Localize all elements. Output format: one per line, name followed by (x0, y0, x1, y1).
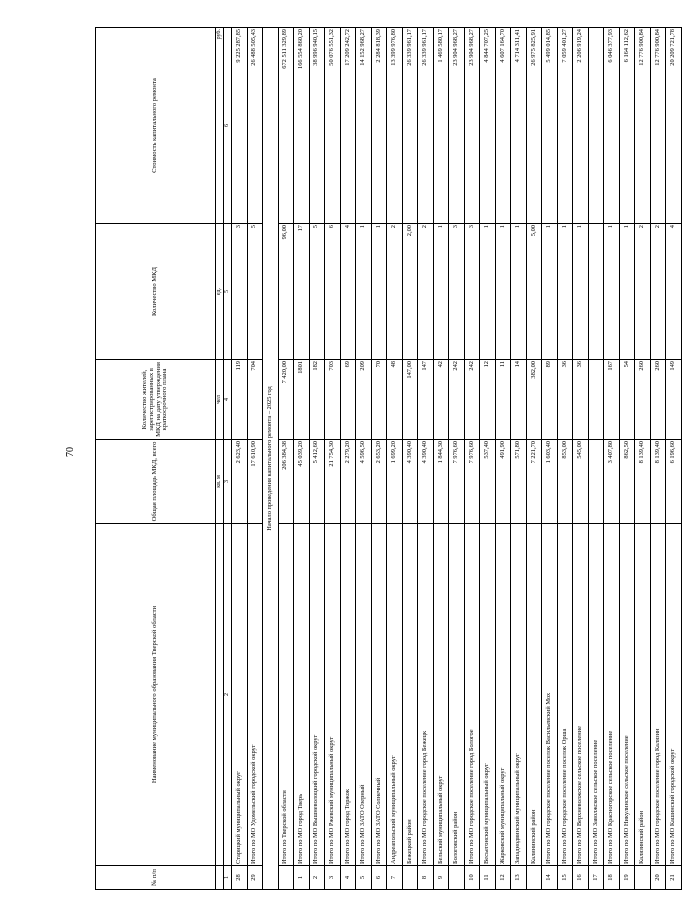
cell-no (635, 866, 651, 890)
cell-no: 21 (666, 866, 682, 890)
header-cost: Стоимость капитального ремонта (96, 28, 216, 224)
cell-area: 8 139,40 (650, 440, 666, 524)
cell-name: Жарковский муниципальный округ (495, 524, 511, 866)
cell-area: 7 976,60 (449, 440, 465, 524)
cell-name: Итого по МО Вышневолоцкий городской округ (309, 524, 325, 866)
cell-count: 2 (635, 224, 651, 360)
cell-count: 1 (542, 224, 558, 360)
table-row (526, 28, 542, 890)
cell-cost: 23 904 968,27 (449, 28, 465, 224)
cell-residents: 7 420,00 (278, 360, 294, 440)
cell-count: 1 (495, 224, 511, 360)
cell-cost (588, 28, 604, 224)
cell-area: 1 603,40 (542, 440, 558, 524)
cell-no: 5 (356, 866, 372, 890)
table-row (340, 28, 356, 890)
cell-name: Итого по МО Заволжское сельское поселение (588, 524, 604, 866)
cell-name: Итого по МО город Торжок (340, 524, 356, 866)
table-row (588, 28, 604, 890)
section-title: Начало проведения капитального ремонта – 2025 год (263, 28, 279, 890)
cell-name: Итого по МО Верхневолжское сельское поселение (573, 524, 589, 866)
cell-residents: 704 (247, 360, 263, 440)
cell-residents: 12 (480, 360, 496, 440)
index-area: 3 (224, 440, 232, 524)
cell-cost: 26 975 825,91 (526, 28, 542, 224)
cell-residents: 11 (495, 360, 511, 440)
cell-no (402, 866, 418, 890)
cell-name: Старицкий муниципальный округ (232, 524, 248, 866)
table-row (232, 28, 248, 890)
table-rotation-frame (95, 28, 682, 890)
cell-residents: 54 (619, 360, 635, 440)
units-row (216, 28, 224, 890)
cell-area: 21 754,30 (325, 440, 341, 524)
cell-name: Бежецкий район (402, 524, 418, 866)
cell-no: 2 (309, 866, 325, 890)
cell-residents: 147,00 (402, 360, 418, 440)
cell-area: 571,80 (511, 440, 527, 524)
cell-name: Итого по МО ЗАТО Солнечный (371, 524, 387, 866)
cell-cost: 2 206 919,24 (573, 28, 589, 224)
table-row (557, 28, 573, 890)
cell-area: 545,00 (573, 440, 589, 524)
cell-no: 29 (247, 866, 263, 890)
cell-cost: 1 469 580,17 (433, 28, 449, 224)
cell-name: Итого по МО городское поселение поселок Васильевский Мох (542, 524, 558, 866)
table-row (371, 28, 387, 890)
cell-cost: 26 488 505,43 (247, 28, 263, 224)
cell-count: 1 (619, 224, 635, 360)
cell-residents: 242 (449, 360, 465, 440)
cell-residents: 69 (340, 360, 356, 440)
cell-count: 3 (232, 224, 248, 360)
cell-area: 2 279,20 (340, 440, 356, 524)
cell-area: 1 844,30 (433, 440, 449, 524)
cell-residents: 382,00 (526, 360, 542, 440)
cell-name: Весьегонский муниципальный округ (480, 524, 496, 866)
cell-count: 1 (573, 224, 589, 360)
cell-no (526, 866, 542, 890)
cell-name: Итого по Тверской области (278, 524, 294, 866)
cell-residents: 36 (557, 360, 573, 440)
cell-residents: 14 (511, 360, 527, 440)
cell-count: 1 (433, 224, 449, 360)
cell-count: 1 (356, 224, 372, 360)
index-cost: 6 (224, 28, 232, 224)
cell-area: 8 139,40 (635, 440, 651, 524)
cell-name: Итого по МО городское поселение город Калязин (650, 524, 666, 866)
cell-residents: 119 (232, 360, 248, 440)
cell-name: Андреапольский муниципальный округ (387, 524, 403, 866)
cell-count: 3 (449, 224, 465, 360)
cell-name: Итого по МО Удомельский городской округ (247, 524, 263, 866)
table-row (294, 28, 310, 890)
table-row (619, 28, 635, 890)
cell-area: 491,90 (495, 440, 511, 524)
index-name: 2 (224, 524, 232, 866)
table-row (325, 28, 341, 890)
table-row (573, 28, 589, 890)
cell-cost: 23 904 968,27 (464, 28, 480, 224)
table-row (511, 28, 527, 890)
table-row (356, 28, 372, 890)
cell-residents: 260 (635, 360, 651, 440)
cell-no: 16 (573, 866, 589, 890)
cell-no: 3 (325, 866, 341, 890)
cell-no: 20 (650, 866, 666, 890)
unit-name (216, 524, 224, 866)
index-residents: 4 (224, 360, 232, 440)
unit-count: ед. (216, 224, 224, 360)
cell-count: 2,00 (402, 224, 418, 360)
page-number: 70 (65, 447, 76, 457)
index-row (224, 28, 232, 890)
table-row (542, 28, 558, 890)
cell-area: 4 596,50 (356, 440, 372, 524)
cell-area: 1 699,20 (387, 440, 403, 524)
cell-no: 1 (294, 866, 310, 890)
cell-residents: 42 (433, 360, 449, 440)
cell-count: 4 (340, 224, 356, 360)
cell-area: 4 390,40 (418, 440, 434, 524)
unit-area: кв. м (216, 440, 224, 524)
cell-name: Итого по МО городское поселение поселок Орша (557, 524, 573, 866)
cell-count: 1 (511, 224, 527, 360)
cell-area: 5 412,60 (309, 440, 325, 524)
cell-residents: 1801 (294, 360, 310, 440)
cell-area: 537,40 (480, 440, 496, 524)
index-no: 1 (224, 866, 232, 890)
table-row (278, 28, 294, 890)
unit-residents: чел (216, 360, 224, 440)
cell-no: 9 (433, 866, 449, 890)
table-row (604, 28, 620, 890)
cell-area: 3 407,80 (604, 440, 620, 524)
repair-plan-table (95, 27, 682, 890)
table-body (232, 28, 682, 890)
cell-no: 10 (464, 866, 480, 890)
cell-residents: 48 (387, 360, 403, 440)
cell-cost: 4 844 707,25 (480, 28, 496, 224)
cell-name: Бологовский район (449, 524, 465, 866)
cell-no: 11 (480, 866, 496, 890)
cell-residents: 167 (604, 360, 620, 440)
table-row (464, 28, 480, 890)
cell-cost: 5 499 014,85 (542, 28, 558, 224)
cell-no: 7 (387, 866, 403, 890)
cell-no: 12 (495, 866, 511, 890)
cell-count: 5,00 (526, 224, 542, 360)
cell-count: 2 (418, 224, 434, 360)
table-row (635, 28, 651, 890)
cell-area: 862,50 (619, 440, 635, 524)
cell-residents: 147 (418, 360, 434, 440)
cell-residents: 89 (542, 360, 558, 440)
cell-no: 18 (604, 866, 620, 890)
cell-area: 853,00 (557, 440, 573, 524)
cell-cost: 4 607 164,70 (495, 28, 511, 224)
header-residents: Количество жителей, зарегистрированных в МКД на дату утверждения краткосрочного плана (96, 360, 216, 440)
cell-cost: 2 284 818,39 (371, 28, 387, 224)
cell-no: 15 (557, 866, 573, 890)
cell-area: 2 623,40 (232, 440, 248, 524)
cell-count: 1 (480, 224, 496, 360)
index-count: 5 (224, 224, 232, 360)
cell-residents (588, 360, 604, 440)
cell-residents: 209 (356, 360, 372, 440)
table-row (495, 28, 511, 890)
table-row (387, 28, 403, 890)
cell-no (278, 866, 294, 890)
cell-count: 4 (666, 224, 682, 360)
cell-count: 1 (371, 224, 387, 360)
cell-name: Итого по МО Ржевский муниципальный округ (325, 524, 341, 866)
cell-name: Калининский район (526, 524, 542, 866)
cell-no: 6 (371, 866, 387, 890)
cell-residents: 70 (371, 360, 387, 440)
cell-area: 7 976,60 (464, 440, 480, 524)
cell-cost: 38 996 940,15 (309, 28, 325, 224)
cell-no: 17 (588, 866, 604, 890)
unit-cost: руб. (216, 28, 224, 224)
cell-count: 2 (387, 224, 403, 360)
header-count: Количество МКД (96, 224, 216, 360)
cell-name: Итого по МО Кашинский городской округ (666, 524, 682, 866)
cell-count: 3 (464, 224, 480, 360)
cell-count: 5 (247, 224, 263, 360)
table-row (402, 28, 418, 890)
cell-cost: 26 339 961,17 (402, 28, 418, 224)
cell-area: 4 390,40 (402, 440, 418, 524)
table-row (449, 28, 465, 890)
cell-no: 28 (232, 866, 248, 890)
header-area: Общая площадь МКД, всего (96, 440, 216, 524)
cell-name: Калязинский район (635, 524, 651, 866)
cell-count: 17 (294, 224, 310, 360)
header-no: № п/п (96, 866, 216, 890)
cell-name: Итого по МО городское поселение город Бежецк (418, 524, 434, 866)
cell-cost: 672 511 329,89 (278, 28, 294, 224)
cell-area: 45 039,20 (294, 440, 310, 524)
cell-no: 13 (511, 866, 527, 890)
cell-residents: 242 (464, 360, 480, 440)
cell-name: Итого по МО Никулинское сельское поселение (619, 524, 635, 866)
cell-no: 4 (340, 866, 356, 890)
cell-area: 7 221,70 (526, 440, 542, 524)
cell-residents: 182 (309, 360, 325, 440)
table-row (650, 28, 666, 890)
cell-no: 8 (418, 866, 434, 890)
cell-name: Итого по МО городское поселение город Бологое (464, 524, 480, 866)
cell-count: 1 (604, 224, 620, 360)
cell-cost: 7 059 401,27 (557, 28, 573, 224)
header-row (96, 28, 216, 890)
cell-cost: 6 046 377,93 (604, 28, 620, 224)
cell-name: Западнодвинский муниципальный округ (511, 524, 527, 866)
cell-cost: 6 164 112,62 (619, 28, 635, 224)
cell-name: Бельский муниципальный округ (433, 524, 449, 866)
cell-area: 17 610,90 (247, 440, 263, 524)
cell-area: 2 653,20 (371, 440, 387, 524)
cell-area (588, 440, 604, 524)
cell-count: 2 (650, 224, 666, 360)
cell-cost: 12 776 900,84 (635, 28, 651, 224)
cell-name: Итого по МО город Тверь (294, 524, 310, 866)
table-row (418, 28, 434, 890)
cell-cost: 50 076 551,32 (325, 28, 341, 224)
cell-residents: 703 (325, 360, 341, 440)
cell-cost: 26 339 961,17 (418, 28, 434, 224)
cell-cost: 12 776 900,84 (650, 28, 666, 224)
cell-name: Итого по МО ЗАТО Озерный (356, 524, 372, 866)
cell-count: 6 (325, 224, 341, 360)
table-row (309, 28, 325, 890)
cell-count: 96,00 (278, 224, 294, 360)
cell-no (449, 866, 465, 890)
cell-cost: 17 209 242,72 (340, 28, 356, 224)
cell-count: 5 (309, 224, 325, 360)
cell-cost: 4 714 311,41 (511, 28, 527, 224)
section-row (263, 28, 279, 890)
cell-residents: 36 (573, 360, 589, 440)
cell-residents: 149 (666, 360, 682, 440)
cell-no: 14 (542, 866, 558, 890)
cell-count (588, 224, 604, 360)
unit-no (216, 866, 224, 890)
table-row (480, 28, 496, 890)
cell-cost: 13 399 976,80 (387, 28, 403, 224)
cell-cost: 166 554 860,20 (294, 28, 310, 224)
cell-no: 19 (619, 866, 635, 890)
header-name: Наименование муниципального образования Тверской области (96, 524, 216, 866)
cell-count: 1 (557, 224, 573, 360)
cell-name: Итого по МО Красногорское сельское поселение (604, 524, 620, 866)
table-row (433, 28, 449, 890)
cell-cost: 20 209 721,78 (666, 28, 682, 224)
cell-area: 206 384,38 (278, 440, 294, 524)
table-row (666, 28, 682, 890)
cell-area: 6 196,60 (666, 440, 682, 524)
cell-cost: 14 152 968,27 (356, 28, 372, 224)
table-row (247, 28, 263, 890)
cell-residents: 260 (650, 360, 666, 440)
cell-cost: 9 225 287,85 (232, 28, 248, 224)
